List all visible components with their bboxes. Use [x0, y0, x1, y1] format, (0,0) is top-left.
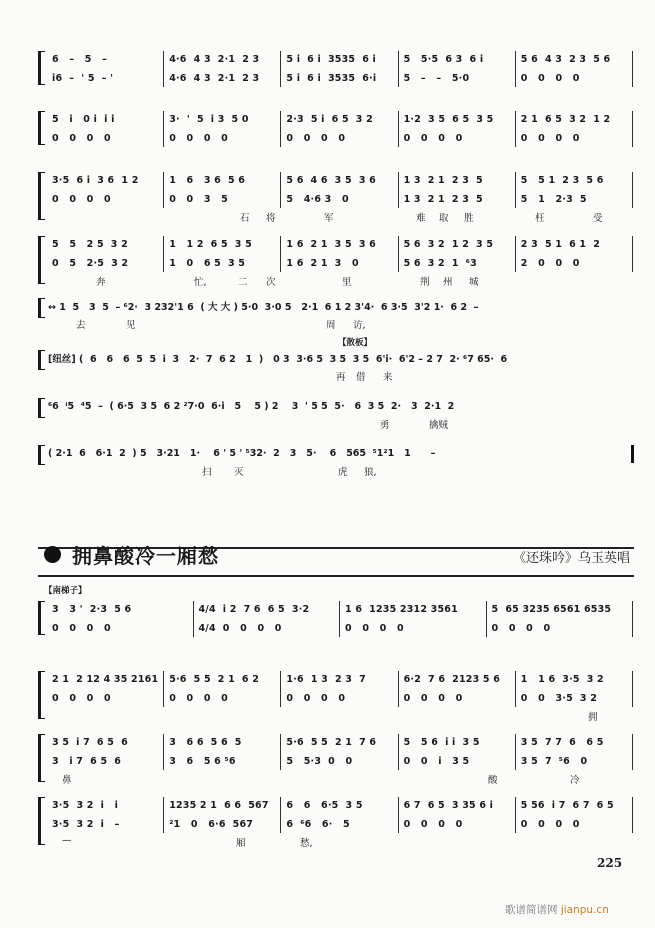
- lyric-char: 愁,: [300, 838, 313, 849]
- measure: 3·5 3 2 i i: [52, 799, 119, 811]
- tempo-marker: 【散板】: [338, 338, 373, 348]
- measure: 1 6 3 6 5 6: [169, 174, 246, 186]
- barline: [163, 51, 164, 87]
- measure: 0 0 i 3 5: [403, 755, 470, 767]
- watermark: [505, 902, 609, 917]
- measure: 0 0 0 0: [286, 692, 346, 704]
- system-brace: [38, 797, 45, 845]
- lyric-char: 冷: [570, 775, 580, 786]
- measure: 1 0 6 5 3 5: [169, 257, 246, 269]
- lyrics-line: [48, 464, 638, 476]
- score-system: [38, 172, 638, 224]
- final-barline: [632, 236, 633, 272]
- lyric-char: 次: [266, 277, 276, 288]
- barline: [163, 734, 164, 770]
- lyrics-line: [48, 210, 638, 222]
- final-barline: [632, 734, 633, 770]
- final-barline: [632, 671, 633, 707]
- lyric-char: 借: [356, 372, 366, 383]
- lyric-char: 州: [443, 277, 453, 288]
- lyric-char: 擒贼: [429, 420, 449, 431]
- lyric-char: 枉: [535, 213, 545, 224]
- system-brace: [38, 445, 45, 465]
- watermark-en: jianpu.cn: [560, 904, 609, 916]
- measure: 0 0 3·5 3 2: [520, 692, 598, 704]
- measure: 3 i 7 6 5 6: [52, 755, 122, 767]
- notes-line: ⁶6 ⁱ5 ⁴5 – ( 6·5 3 5 6 2 ²7·0 6·i 5 5 ) 2 3 ' 5 5 5· 6 3 5 2· 3 2·1 2: [48, 400, 455, 412]
- measure: 5 5·3 0 0: [286, 755, 353, 767]
- barline: [280, 671, 281, 707]
- lower-staff: [48, 70, 638, 86]
- free-score-line: [38, 298, 638, 331]
- lyric-char: 灭: [234, 467, 244, 478]
- barline: [398, 172, 399, 208]
- measure: 5 1 2·3 5: [520, 193, 587, 205]
- lyric-char: 军: [324, 213, 334, 224]
- measure: 0 0 0 0: [491, 622, 551, 634]
- lyric-char: 受: [593, 213, 603, 224]
- lyric-char: 扫: [202, 467, 212, 478]
- measure: 0 0 0 0: [520, 818, 580, 830]
- barline: [163, 111, 164, 147]
- score-system: [38, 671, 638, 723]
- measure: 4·6 4 3 2·1 2 3: [169, 72, 260, 84]
- lower-staff: [48, 255, 638, 271]
- measure: 2 0 0 0: [520, 257, 580, 269]
- measure: 1 6 2 1 3 5 3 6: [286, 238, 376, 250]
- score-system: [38, 601, 638, 635]
- measure: 3 3 ' 2·3 5 6: [52, 603, 132, 615]
- lyric-char: 访,: [353, 320, 366, 331]
- measure: 5 5 6 i i 3 5: [403, 736, 480, 748]
- watermark-cn: 歌谱简谱网: [505, 904, 558, 916]
- measure: 6 ⁶6 6· 5: [286, 818, 350, 830]
- score-system: [38, 111, 638, 145]
- barline: [515, 51, 516, 87]
- lyrics-line: [48, 709, 638, 721]
- measure: 5 i 6 i 3535 6·i: [286, 72, 377, 84]
- lyric-char: 见: [126, 320, 136, 331]
- song-source: 《还珠吟》乌玉英唱: [512, 551, 630, 566]
- measure: 0 0 0 0: [52, 622, 111, 634]
- measure: 6 – 5 –: [52, 53, 108, 65]
- lower-staff: [48, 130, 638, 146]
- measure: 3 5 7 7 6 6 5: [520, 736, 604, 748]
- measure: 5 6 3 2 1 2 3 5: [403, 238, 494, 250]
- lyrics-line: [48, 369, 638, 381]
- lyric-char: —: [62, 835, 72, 846]
- final-barline: [632, 172, 633, 208]
- measure: 0 0 3 5: [169, 193, 228, 205]
- system-brace: [38, 111, 45, 145]
- measure: 5 5 2 5 3 2: [52, 238, 128, 250]
- barline: [163, 797, 164, 833]
- measure: 5·6 5 5 2 1 7 6: [286, 736, 377, 748]
- barline: [515, 111, 516, 147]
- measure: 2·3 5 i 6 5 3 2: [286, 113, 373, 125]
- measure: 5 – – 5·0: [403, 72, 470, 84]
- measure: 0 0 0 0: [520, 72, 580, 84]
- measure: 0 0 0 0: [52, 132, 111, 144]
- lower-staff: [48, 690, 638, 706]
- upper-staff: [48, 236, 638, 252]
- lyric-char: 取: [439, 213, 449, 224]
- measure: 2 1 6 5 3 2 1 2: [520, 113, 611, 125]
- measure: 5 6 3 2 1 ⁶3: [403, 257, 477, 269]
- lyric-char: 城: [469, 277, 479, 288]
- barline: [398, 671, 399, 707]
- measure: 1 1 2 6 5 3 5: [169, 238, 252, 250]
- lyric-char: 勇: [380, 420, 390, 431]
- measure: 1 6 1235 2312 3561: [345, 603, 458, 615]
- lyric-char: 将: [266, 213, 276, 224]
- song-title-row: [40, 540, 636, 570]
- measure: 0 0 0 0: [52, 193, 111, 205]
- system-brace: [38, 734, 45, 782]
- final-double-barline: [631, 445, 634, 463]
- barline: [398, 797, 399, 833]
- lyric-char: 再: [336, 372, 346, 383]
- system-brace: [38, 172, 45, 220]
- barline: [280, 172, 281, 208]
- mode-label: 【南梯子】: [44, 586, 87, 596]
- barline: [398, 734, 399, 770]
- barline: [280, 111, 281, 147]
- system-brace: [38, 51, 45, 85]
- measure: 0 0 0 0: [169, 132, 228, 144]
- measure: i6 – ' 5 – ': [52, 72, 114, 84]
- lyrics-line: [48, 835, 638, 847]
- upper-staff: [48, 797, 638, 813]
- measure: 0 0 0 0: [403, 692, 463, 704]
- lyric-char: 来: [383, 372, 393, 383]
- barline: [280, 236, 281, 272]
- lyric-char: 忙,: [194, 277, 207, 288]
- score-system: [38, 51, 638, 85]
- lyric-char: 二: [238, 277, 248, 288]
- song-title: 拥鼻酸冷一厢愁: [72, 544, 219, 568]
- measure: 4/4 i 2 7 6 6 5 3·2: [198, 603, 310, 615]
- measure: 3· ' 5 i 3 5 0: [169, 113, 249, 125]
- measure: 5 5 1 2 3 5 6: [520, 174, 604, 186]
- measure: 5 56 i 7 6 7 6 5: [520, 799, 614, 811]
- lower-staff: [48, 816, 638, 832]
- measure: 0 0 0 0: [403, 818, 463, 830]
- measure: 5 4·6 3 0: [286, 193, 349, 205]
- measure: 6·2 7 6 2123 5 6: [403, 673, 501, 685]
- lyrics-line: [48, 772, 638, 784]
- system-brace: [38, 601, 45, 635]
- system-brace: [38, 350, 45, 370]
- system-brace: [38, 236, 45, 284]
- measure: 0 0 0 0: [403, 132, 463, 144]
- measure: 5 6 4 6 3 5 3 6: [286, 174, 376, 186]
- lyric-char: 厢: [236, 838, 246, 849]
- lyric-char: 拥: [588, 712, 598, 723]
- measure: 3 5 7 ⁵6 0: [520, 755, 588, 767]
- measure: 5 65 3235 6561 6535: [491, 603, 612, 615]
- score-system: [38, 734, 638, 786]
- measure: ²1 0 6·6 567: [169, 818, 254, 830]
- final-barline: [632, 111, 633, 147]
- system-brace: [38, 298, 45, 318]
- measure: 0 5 2·5 3 2: [52, 257, 129, 269]
- measure: 1235 2 1 6 6 567: [169, 799, 269, 811]
- measure: 1·2 3 5 6 5 3 5: [403, 113, 494, 125]
- free-score-line: [38, 445, 638, 478]
- lyric-char: 奔: [96, 277, 106, 288]
- notes-line: [纽丝] ( 6 6 6 5 5 i 3 2· 7 6 2 1 ) 0 3 3·6 5 3 5 3 5 6'i· 6'2 – 2 7 2· ⁶7 65· 6: [48, 354, 508, 365]
- lyric-char: 荆: [420, 277, 430, 288]
- measure: 4·6 4 3 2·1 2 3: [169, 53, 260, 65]
- barline: [398, 51, 399, 87]
- measure: 3·5 6 i 3 6 1 2: [52, 174, 139, 186]
- free-score-line: [38, 398, 638, 431]
- barline: [280, 734, 281, 770]
- measure: 1·6 1 3 2 3 7: [286, 673, 366, 685]
- score-system: [38, 797, 638, 849]
- lyric-char: 酸: [488, 775, 498, 786]
- measure: 0 0 0 0: [52, 692, 111, 704]
- barline: [515, 797, 516, 833]
- lyric-char: 里: [342, 277, 352, 288]
- upper-staff: [48, 601, 638, 617]
- measure: 5·6 5 5 2 1 6 2: [169, 673, 260, 685]
- measure: 5 i 0 i i i: [52, 113, 115, 125]
- lyric-char: 胜: [464, 213, 474, 224]
- upper-staff: [48, 51, 638, 67]
- barline: [163, 172, 164, 208]
- final-barline: [632, 601, 633, 637]
- upper-staff: [48, 671, 638, 687]
- measure: 2 1 2 12 4 35 2161: [52, 673, 159, 685]
- lyrics-line: [48, 417, 638, 429]
- notes-line: ↔ 1 5 3 5 – ⁶2· 3 232'1 6 ( 大 大 ) 5·0 3·0 5 2·1 6 1 2 3'4· 6 3·5 3'2 1· 6 2 –: [48, 302, 479, 313]
- barline: [398, 236, 399, 272]
- barline: [280, 797, 281, 833]
- system-brace: [38, 671, 45, 719]
- measure: 6 6 6·5 3 5: [286, 799, 363, 811]
- barline: [398, 111, 399, 147]
- measure: 3 5 i 7 6 5 6: [52, 736, 128, 748]
- measure: 6 7 6 5 3 35 6 i: [403, 799, 494, 811]
- measure: 0 0 0 0: [345, 622, 404, 634]
- measure: 3·5 3 2 i –: [52, 818, 120, 830]
- barline: [515, 671, 516, 707]
- lower-staff: [48, 620, 638, 636]
- barline: [339, 601, 340, 637]
- lyric-char: 周: [326, 320, 336, 331]
- barline: [280, 51, 281, 87]
- measure: 5 5·5 6 3 6 i: [403, 53, 484, 65]
- title-rule-bottom: [38, 575, 634, 577]
- notes-line: ( 2·1 6 6·1 2 ) 5 3·21 1· 6 ' 5 ' ⁵32· 2 3 5· 6 565 ⁵1²1 1 –: [48, 447, 436, 459]
- upper-staff: [48, 172, 638, 188]
- lyrics-line: [48, 274, 638, 286]
- lyric-char: 难: [416, 213, 426, 224]
- barline: [163, 236, 164, 272]
- barline: [515, 734, 516, 770]
- measure: 5 6 4 3 2 3 5 6: [520, 53, 611, 65]
- system-brace: [38, 398, 45, 418]
- measure: 5 i 6 i 3535 6 i: [286, 53, 376, 65]
- lyric-char: 鼻: [62, 775, 72, 786]
- lyric-char: 狼,: [364, 467, 377, 478]
- measure: 1 3 2 1 2 3 5: [403, 193, 483, 205]
- final-barline: [632, 797, 633, 833]
- measure: 3 6 5 6 ⁵6: [169, 755, 236, 767]
- upper-staff: [48, 734, 638, 750]
- measure: 1 3 2 1 2 3 5: [403, 174, 483, 186]
- measure: 1 1 6 3·5 3 2: [520, 673, 604, 685]
- measure: 0 0 0 0: [169, 692, 228, 704]
- lyric-char: 去: [76, 320, 86, 331]
- final-barline: [632, 51, 633, 87]
- measure: 4/4 0 0 0 0: [198, 622, 282, 634]
- barline: [163, 671, 164, 707]
- measure: 1 6 2 1 3 0: [286, 257, 359, 269]
- score-system: [38, 236, 638, 288]
- barline: [193, 601, 194, 637]
- free-score-line: [38, 338, 638, 383]
- measure: 0 0 0 0: [520, 132, 580, 144]
- lyrics-line: [48, 317, 638, 329]
- lyric-char: 虎: [338, 467, 348, 478]
- barline: [515, 172, 516, 208]
- page-number: 225: [597, 856, 623, 870]
- measure: 3 6 6 5 6 5: [169, 736, 242, 748]
- lower-staff: [48, 753, 638, 769]
- measure: 0 0 0 0: [286, 132, 346, 144]
- measure: 2 3 5 1 6 1 2: [520, 238, 601, 250]
- lyric-char: 石: [240, 213, 250, 224]
- lower-staff: [48, 191, 638, 207]
- upper-staff: [48, 111, 638, 127]
- barline: [486, 601, 487, 637]
- bullet-icon: [44, 546, 61, 563]
- barline: [515, 236, 516, 272]
